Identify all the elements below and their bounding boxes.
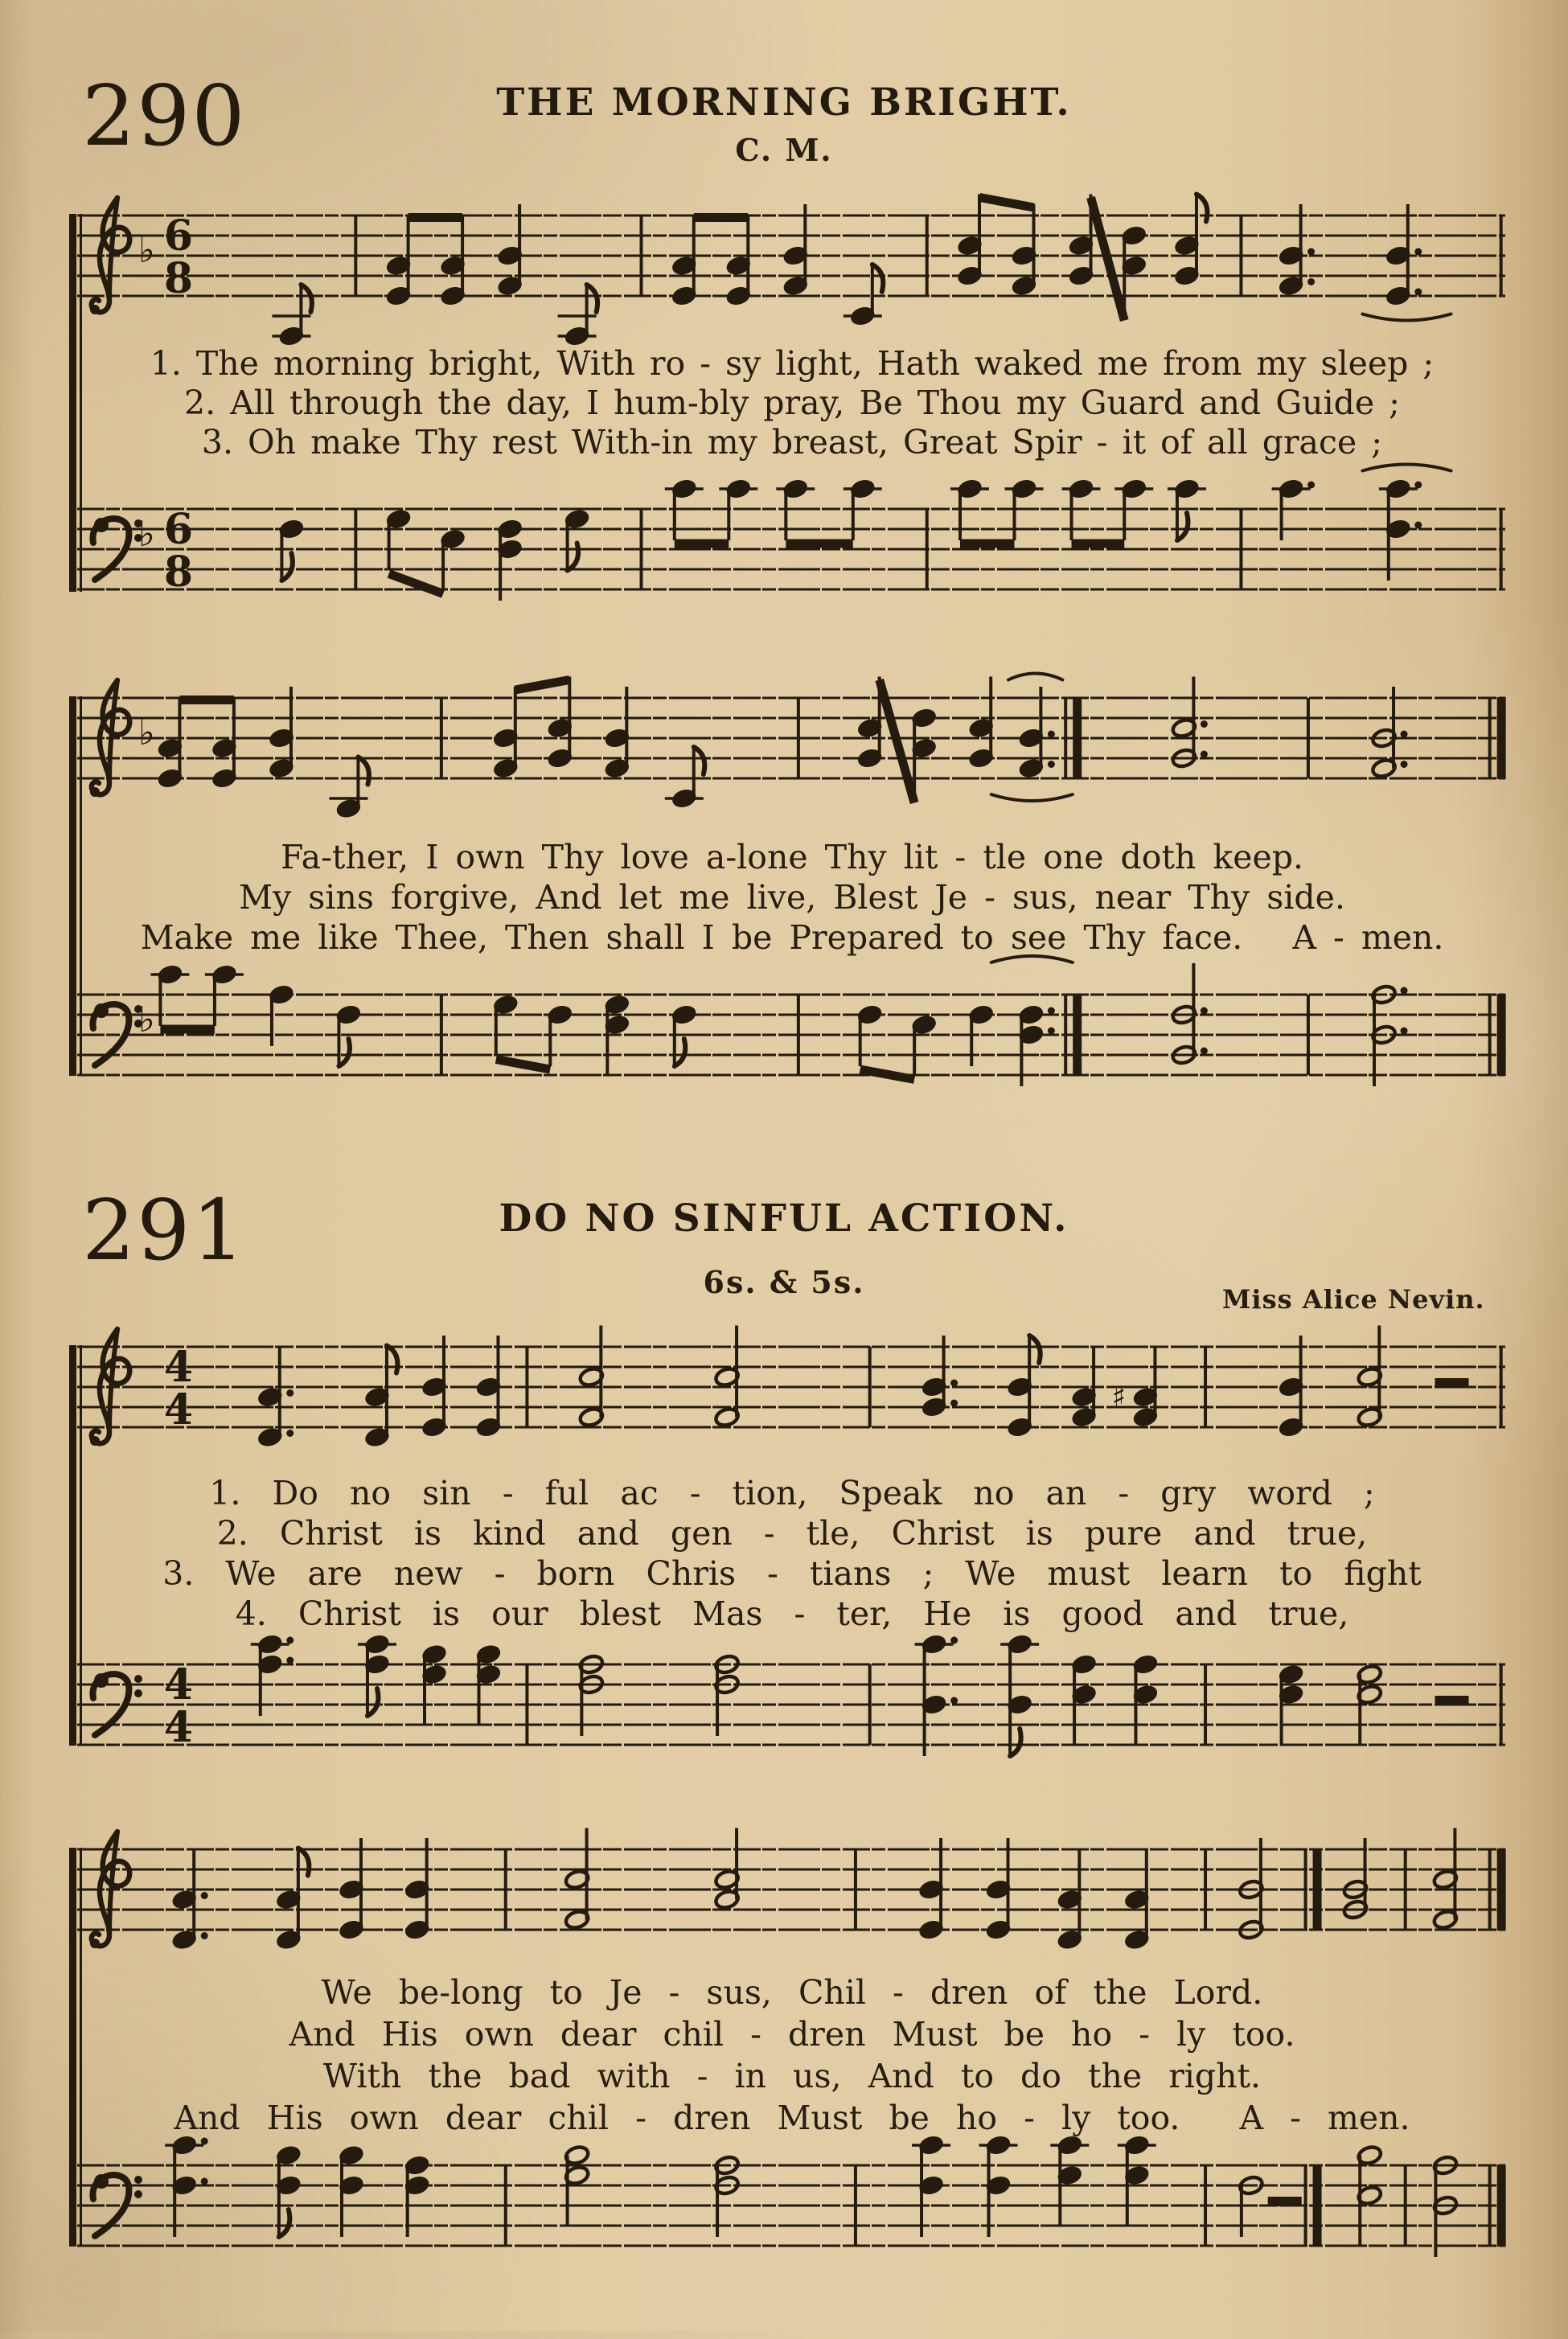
note xyxy=(335,757,369,819)
hymn-291-meter: 6s. & 5s. xyxy=(703,1264,865,1300)
flat-sign: ♭ xyxy=(138,999,155,1040)
note xyxy=(1171,717,1208,769)
note xyxy=(171,1889,208,1951)
note xyxy=(921,1377,958,1418)
verse-line: 3. Oh make Thy rest With-in my breast, Great Spir - it of all grace ; xyxy=(201,423,1383,462)
hymn-291-number: 291 xyxy=(82,1181,247,1279)
svg-text:4: 4 xyxy=(163,1343,194,1392)
svg-text:4: 4 xyxy=(163,1385,194,1434)
chorus-line: Fa-ther, I own Thy love a-lone Thy lit - tle one doth keep. xyxy=(280,838,1304,876)
note xyxy=(1174,195,1208,287)
hymn-291-verses xyxy=(84,1473,1500,1634)
hymn-290-verses xyxy=(84,344,1500,462)
time-signature xyxy=(164,1343,193,1434)
verse-line: 4. Christ is our blest Mas - ter, He is good and true, xyxy=(235,1594,1349,1633)
flat-sign: ♭ xyxy=(138,712,155,753)
svg-text:4: 4 xyxy=(163,1703,194,1752)
chorus-line: And His own dear chil - dren Must be ho - ly too. A - men. xyxy=(174,2099,1410,2137)
tie-arc xyxy=(1008,674,1062,680)
note xyxy=(257,1634,294,1676)
chorus-line: My sins forgive, And let me live, Blest Je - sus, near Thy side. xyxy=(239,878,1345,917)
hymn290-treble-staff-2-svg xyxy=(69,618,1520,868)
hymn-291-chorus xyxy=(84,1972,1500,2139)
hymn-290-title: THE MORNING BRIGHT. xyxy=(496,80,1072,125)
hymn-290-meter: C. M. xyxy=(735,132,833,168)
chorus-line: And His own dear chil - dren Must be ho - ly too. xyxy=(289,2015,1295,2054)
chorus-line: Make me like Thee, Then shall I be Prepared to see Thy face. A - men. xyxy=(140,918,1444,957)
flat-sign: ♭ xyxy=(138,514,155,555)
verse-line: 3. We are new - born Chris - tians ; We must learn to fight xyxy=(162,1554,1422,1593)
svg-text:6: 6 xyxy=(163,211,194,261)
svg-text:4: 4 xyxy=(163,1660,194,1709)
note xyxy=(1371,728,1408,779)
tie-arc xyxy=(1362,465,1451,471)
time-signature xyxy=(164,211,193,303)
hymn-290-treble-staff-2 xyxy=(69,618,1520,867)
chorus-line: We be-long to Je - sus, Chil - dren of the Lord. xyxy=(321,1973,1263,2012)
verse-line: 1. The morning bright, With ro - sy light, Hath waked me from my sleep ; xyxy=(150,344,1435,383)
time-signature xyxy=(164,505,193,597)
hymn-291-title: DO NO SINFUL ACTION. xyxy=(499,1196,1069,1241)
note xyxy=(276,1849,310,1951)
flat-sign: ♭ xyxy=(138,230,155,271)
note xyxy=(1018,1004,1055,1046)
hymn-291-composer: Miss Alice Nevin. xyxy=(1222,1284,1485,1315)
note xyxy=(921,1634,958,1716)
verse-line: 1. Do no sin - ful ac - tion, Speak no an - gry word ; xyxy=(209,1474,1375,1512)
svg-text:♯: ♯ xyxy=(1111,1381,1126,1414)
slur-arc xyxy=(991,794,1073,801)
note xyxy=(1278,245,1315,297)
verse-line: 2. All through the day, I hum-bly pray, Be Thou my Guard and Guide ; xyxy=(184,384,1400,422)
svg-text:8: 8 xyxy=(163,254,194,303)
chorus-line: With the bad with - in us, And to do the right. xyxy=(322,2057,1262,2095)
svg-text:6: 6 xyxy=(163,505,194,554)
hymn-290-number: 290 xyxy=(82,67,247,165)
verse-line: 2. Christ is kind and gen - tle, Christ is pure and true, xyxy=(216,1514,1368,1553)
time-signature xyxy=(164,1660,193,1752)
hymn-290-chorus xyxy=(84,837,1500,958)
svg-text:8: 8 xyxy=(163,548,194,597)
note xyxy=(1018,728,1055,779)
note xyxy=(364,1346,398,1448)
note xyxy=(257,1386,294,1448)
slur-arc xyxy=(1362,314,1451,321)
